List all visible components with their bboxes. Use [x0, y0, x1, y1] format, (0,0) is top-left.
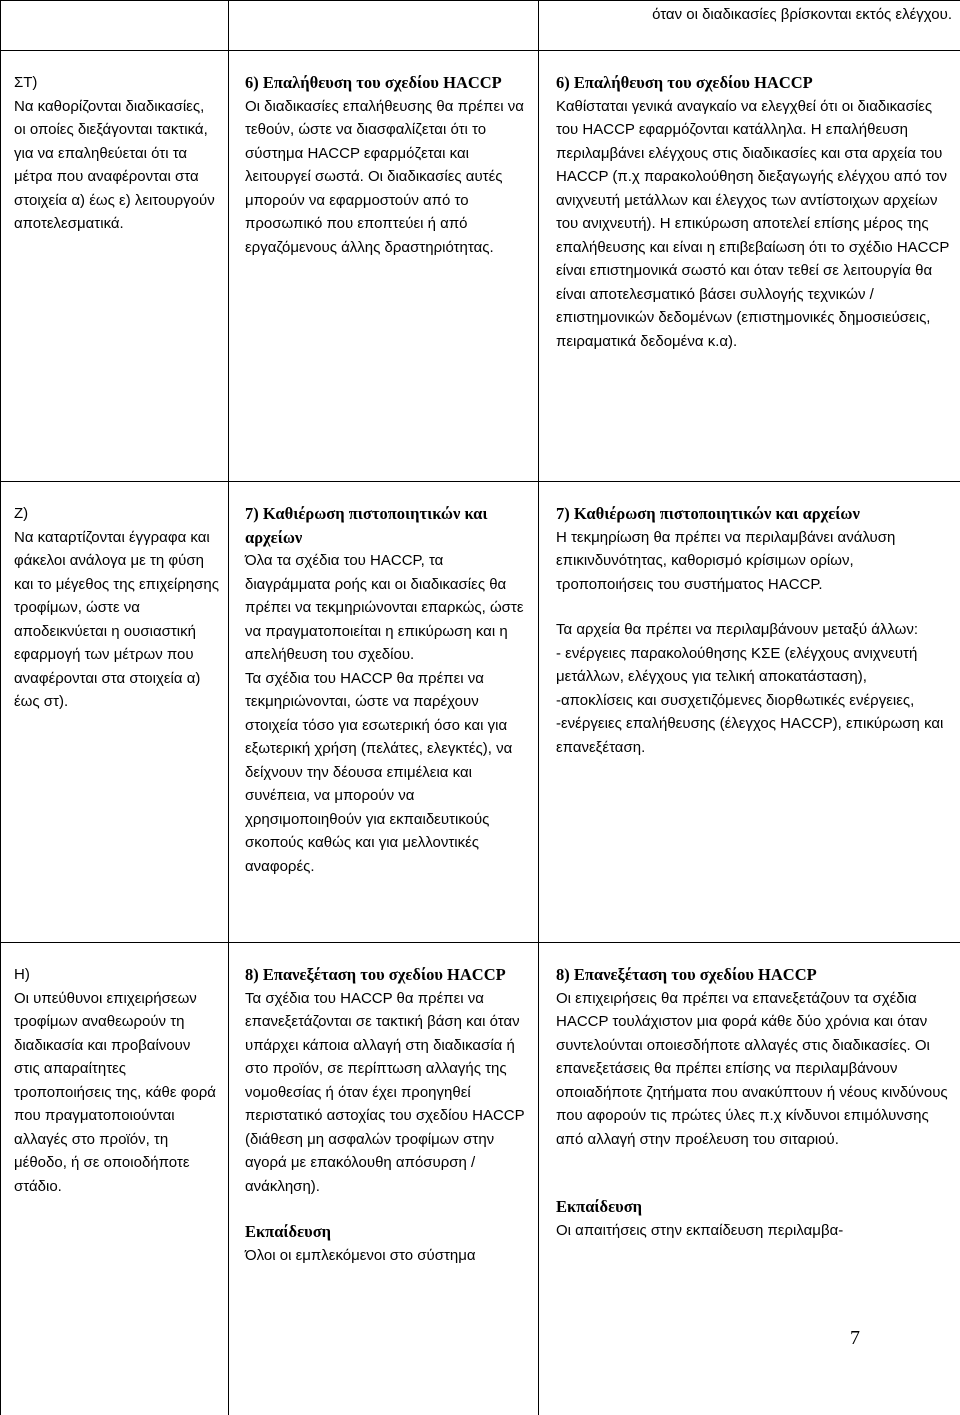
- clause-label: Ζ): [14, 502, 220, 526]
- cell-regulation-h: [1, 943, 229, 1415]
- guidance-text: Καθίσταται γενικά αναγκαίο να ελεγχθεί ότι οι διαδικασίες του HACCP εφαρμόζονται κατάλληλα. Η επαλήθευση περιλαμβάνει ελέγχους στις διαδικασίες και στα αρχεία του HACCP (π.χ παρακολούθηση διεξαγωγής ελέγχου από τον ανιχνευτή μετάλλων και έλεγχος των αντίστοιχων αρχείων του ανιχνευτή). Η επικύρωση αποτελεί επίσης μέρος της επαλήθευσης και είναι η επιβεβαίωση ότι το σχέδιο HACCP είναι επιστημονικά σωστό και όταν τεθεί σε λειτουργία θα είναι αποτελεσματικό βάσει συλλογής τεχνικών / επιστημονικών δεδομένων (επιστημονικές δημοσιεύσεις, πειραματικά δεδομένα κ.α).: [556, 95, 952, 354]
- clause-label: Η): [14, 963, 220, 987]
- training-text: Οι απαιτήσεις στην εκπαίδευση περιλαμβα-: [556, 1219, 952, 1243]
- principle-heading: 7) Καθιέρωση πιστοποιητικών και αρχείων: [245, 502, 530, 549]
- principle-text: Όλα τα σχέδια του HACCP, τα διαγράμματα ροής και οι διαδικασίες θα πρέπει να τεκμηριώνονται επαρκώς, ώστε να πραγματοποιείται η επικύρωση και η απελήθευση του σχεδίου.: [245, 549, 530, 667]
- cell-continuation-text: όταν οι διαδικασίες βρίσκονται εκτός ελέγχου.: [539, 1, 960, 51]
- guidance-list-item: -αποκλίσεις και συσχετιζόμενες διορθωτικές ενέργειες,: [556, 689, 952, 713]
- training-text: Όλοι οι εμπλεκόμενοι στο σύστημα: [245, 1244, 530, 1268]
- cell-principle-6: [229, 51, 539, 482]
- paragraph-gap: [556, 1151, 952, 1173]
- guidance-heading: 7) Καθιέρωση πιστοποιητικών και αρχείων: [556, 502, 952, 526]
- guidance-list-item: - ενέργειες παρακολούθησης ΚΣΕ (ελέγχους ανιχνευτή μετάλλων, ελέγχους για τελική αποκατάσταση),: [556, 642, 952, 689]
- clause-text: Οι υπεύθυνοι επιχειρήσεων τροφίμων αναθεωρούν τη διαδικασία και προβαίνουν στις απαραίτητες τροποποιήσεις της, κάθε φορά που πραγματοποιούνται αλλαγές στο προϊόν, τη μέθοδο, ή σε οποιοδήποτε στάδιο.: [14, 987, 220, 1199]
- guidance-text: Η τεκμηρίωση θα πρέπει να περιλαμβάνει ανάλυση επικινδυνότητας, καθορισμό κρίσιμων ορίων, τροποποιήσεις του συστήματος HACCP.: [556, 526, 952, 597]
- table-row-h: [1, 943, 960, 1415]
- training-heading: Εκπαίδευση: [245, 1220, 530, 1244]
- table-row-z: [1, 482, 960, 943]
- paragraph-gap: [245, 1198, 530, 1220]
- table-row-st: [1, 51, 960, 482]
- cell-guidance-8: [539, 943, 960, 1415]
- guidance-list-item: -ενέργειες επαλήθευσης (έλεγχος HACCP), επικύρωση και επανεξέταση.: [556, 712, 952, 759]
- guidance-heading: 8) Επανεξέταση του σχεδίου HACCP: [556, 963, 952, 987]
- principle-heading: 8) Επανεξέταση του σχεδίου HACCP: [245, 963, 530, 987]
- principle-text: Τα σχέδια του HACCP θα πρέπει να τεκμηριώνονται, ώστε να παρέχουν στοιχεία τόσο για εσωτερική όσο και για εξωτερική χρήση (πελάτες, ελεγκτές), να δείχνουν την δέουσα επιμέλεια και συνέπεια, να μπορούν να χρησιμοποιηθούν για εκπαιδευτικούς σκοπούς καθώς και για μελλοντικές αναφορές.: [245, 667, 530, 879]
- principle-text: Τα σχέδια του HACCP θα πρέπει να επανεξετάζονται σε τακτική βάση και όταν υπάρχει κάποια αλλαγή στη διαδικασία ή στο προϊόν, σε περίπτωση αλλαγής της νομοθεσίας ή όταν έχει προηγηθεί περιστατικό αστοχίας του σχεδίου HACCP (διάθεση μη ασφαλών τροφίμων στην αγορά με επακόλουθη απόσυρση / ανάκληση).: [245, 987, 530, 1199]
- cell-regulation-st: [1, 51, 229, 482]
- principle-heading: 6) Επαλήθευση του σχεδίου HACCP: [245, 71, 530, 95]
- paragraph-gap: [556, 596, 952, 618]
- guidance-text: Οι επιχειρήσεις θα πρέπει να επανεξετάζουν τα σχέδια HACCP τουλάχιστον μια φορά κάθε δύο χρόνια και όταν συντελούνται οποιεσδήποτε αλλαγές στις διαδικασίες. Οι επανεξετάσεις θα πρέπει επίσης να περιλαμβάνουν οποιαδήποτε ζητήματα που ανακύπτουν ή νέους κινδύνους που αφορούν τις πρώτες ύλες π.χ κίνδυνοι επιμόλυνσης από αλλαγή στην προέλευση του σιταριού.: [556, 987, 952, 1152]
- cell-principle-7: [229, 482, 539, 943]
- paragraph-gap: [556, 1173, 952, 1195]
- clause-text: Να καταρτίζονται έγγραφα και φάκελοι ανάλογα με τη φύση και το μέγεθος της επιχείρησης τροφίμων, ώστε να αποδεικνύεται η ουσιαστική εφαρμογή των μέτρων που αναφέρονται στα στοιχεία α) έως στ).: [14, 526, 220, 714]
- cell-principle-8: [229, 943, 539, 1415]
- principle-text: Οι διαδικασίες επαλήθευσης θα πρέπει να τεθούν, ώστε να διασφαλίζεται ότι το σύστημα HACCP εφαρμόζεται και λειτουργεί σωστά. Οι διαδικασίες αυτές μπορούν να εφαρμοστούν από το προσωπικό που εποπτεύει ή από εργαζόμενους άλλης δραστηριότητας.: [245, 95, 530, 260]
- table-row-continuation: [1, 1, 960, 51]
- cell-regulation-z: [1, 482, 229, 943]
- guidance-text: Τα αρχεία θα πρέπει να περιλαμβάνουν μεταξύ άλλων:: [556, 618, 952, 642]
- clause-label: ΣΤ): [14, 71, 220, 95]
- guidance-heading: 6) Επαλήθευση του σχεδίου HACCP: [556, 71, 952, 95]
- cell-guidance-7: [539, 482, 960, 943]
- cell-empty: [1, 1, 229, 51]
- training-heading: Εκπαίδευση: [556, 1195, 952, 1219]
- page-number: 7: [850, 1327, 860, 1350]
- cell-guidance-6: [539, 51, 960, 482]
- cell-empty: [229, 1, 539, 51]
- clause-text: Να καθορίζονται διαδικασίες, οι οποίες διεξάγονται τακτικά, για να επαληθεύεται ότι τα μέτρα που αναφέρονται στα στοιχεία α) έως ε) λειτουργούν αποτελεσματικά.: [14, 95, 220, 236]
